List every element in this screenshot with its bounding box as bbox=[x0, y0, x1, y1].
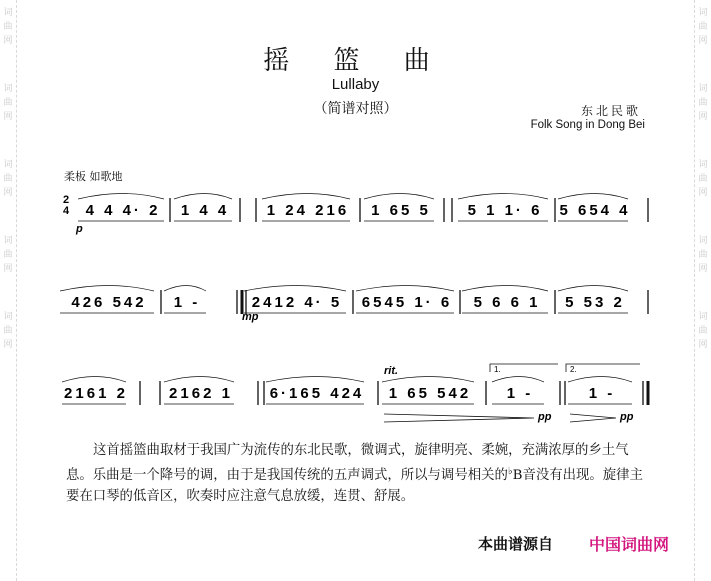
measure-notes: 6·165 424 bbox=[269, 385, 365, 402]
flat-symbol: ♭ bbox=[507, 466, 513, 477]
measure-notes: 1 4 4 bbox=[180, 202, 230, 219]
measure-notes: 1 24 216 bbox=[266, 202, 350, 219]
watermark-char: 词 bbox=[698, 8, 708, 18]
measure-notes: 2412 4· 5 bbox=[251, 294, 343, 311]
volta-bracket bbox=[566, 364, 640, 372]
measure-notes: 1 65 5 bbox=[371, 202, 431, 219]
slur-arc bbox=[164, 286, 206, 292]
slur-arc bbox=[458, 194, 548, 200]
measure-notes: 6545 1· 6 bbox=[361, 294, 453, 311]
measure-notes: 5 654 4 bbox=[559, 202, 631, 219]
slur-arc bbox=[262, 194, 350, 200]
measure-notes: 5 1 1· 6 bbox=[467, 202, 543, 219]
watermark-char: 词 bbox=[3, 8, 13, 18]
watermark-char: 网 bbox=[698, 36, 708, 46]
watermark-char: 曲 bbox=[3, 22, 13, 32]
watermark-char: 词 bbox=[3, 84, 13, 94]
slur-arc bbox=[60, 286, 154, 292]
slur-arc bbox=[492, 377, 544, 383]
time-signature-bottom: 4 bbox=[63, 205, 70, 217]
watermark-char: 网 bbox=[698, 264, 708, 274]
dynamic-mark: pp bbox=[620, 411, 634, 423]
measure-notes: 1 - bbox=[588, 385, 616, 402]
watermark-char: 网 bbox=[3, 340, 13, 350]
watermark-char: 曲 bbox=[698, 326, 708, 336]
description-text-b: B音没有出现。旋律主要在口琴的低音区，吹奏时应注意气息放缓，连贯、舒展。 bbox=[66, 468, 643, 504]
watermark-char: 网 bbox=[698, 112, 708, 122]
decrescendo-hairpin bbox=[384, 414, 534, 422]
ending-label: 1. bbox=[494, 365, 501, 374]
dynamic-mark: p bbox=[76, 223, 83, 235]
watermark-char: 曲 bbox=[698, 22, 708, 32]
slur-arc bbox=[568, 377, 632, 383]
origin-chinese: 东北民歌 bbox=[580, 104, 641, 118]
watermark-char: 曲 bbox=[3, 250, 13, 260]
site-name-link[interactable]: 中国词曲网 bbox=[589, 535, 670, 554]
watermark-char: 词 bbox=[698, 236, 708, 246]
watermark-char: 网 bbox=[698, 340, 708, 350]
measure-notes: 1 65 542 bbox=[388, 385, 472, 402]
measure-notes: 1 - bbox=[506, 385, 534, 402]
dynamic-mark: pp bbox=[538, 411, 552, 423]
measure-notes: 5 6 6 1 bbox=[473, 294, 541, 311]
tempo-marking: 柔板 如歌地 bbox=[64, 170, 123, 183]
watermark-char: 词 bbox=[3, 160, 13, 170]
watermark-char: 词 bbox=[3, 236, 13, 246]
slur-arc bbox=[356, 286, 454, 292]
description-paragraph bbox=[66, 440, 646, 507]
measure-notes: 2161 2 bbox=[64, 385, 128, 402]
slur-arc bbox=[78, 194, 164, 200]
description-text-a: 这首摇篮曲取材于我国广为流传的东北民歌，微调式，旋律明亮、柔婉，充满浓厚的乡土气息。乐曲是一个降号的调，由于是我国传统的五声调式，所以与调号相关的 bbox=[66, 443, 629, 483]
watermark-char: 曲 bbox=[3, 326, 13, 336]
measure-notes: 2162 1 bbox=[169, 385, 233, 402]
slur-arc bbox=[174, 194, 232, 200]
slur-arc bbox=[382, 377, 474, 383]
watermark-char: 网 bbox=[698, 188, 708, 198]
watermark-char: 网 bbox=[3, 112, 13, 122]
english-title: Lullaby bbox=[331, 76, 380, 93]
slur-arc bbox=[266, 377, 364, 383]
measure-notes: 4 4 4· 2 bbox=[85, 202, 161, 219]
watermark-char: 网 bbox=[3, 36, 13, 46]
watermark-char: 词 bbox=[698, 312, 708, 322]
notation-type-label: （简谱对照） bbox=[313, 101, 398, 117]
song-title: 摇 篮 曲 bbox=[263, 46, 448, 76]
note-rows bbox=[60, 194, 632, 405]
ending-label: 2. bbox=[570, 365, 577, 374]
slur-arc bbox=[62, 377, 126, 383]
slur-arc bbox=[364, 194, 434, 200]
watermark-char: 网 bbox=[3, 264, 13, 274]
slur-arc bbox=[244, 286, 346, 292]
slur-arc bbox=[558, 194, 628, 200]
measure-notes: 1 - bbox=[173, 294, 201, 311]
dynamic-mark: mp bbox=[242, 311, 259, 323]
watermark-char: 曲 bbox=[698, 174, 708, 184]
source-label: 本曲谱源自 bbox=[478, 535, 554, 553]
watermark-char: 曲 bbox=[698, 98, 708, 108]
measure-notes: 426 542 bbox=[71, 294, 147, 311]
time-signature-top: 2 bbox=[63, 194, 70, 206]
slur-arc bbox=[462, 286, 548, 292]
decrescendo-hairpin bbox=[570, 414, 616, 422]
watermark-char: 曲 bbox=[3, 98, 13, 108]
origin-english: Folk Song in Dong Bei bbox=[530, 119, 645, 131]
watermark-char: 词 bbox=[698, 84, 708, 94]
slur-arc bbox=[164, 377, 234, 383]
measure-notes: 5 53 2 bbox=[565, 294, 625, 311]
watermark-char: 词 bbox=[698, 160, 708, 170]
watermark-char: 网 bbox=[3, 188, 13, 198]
dynamic-mark: rit. bbox=[384, 365, 399, 377]
watermark-char: 曲 bbox=[698, 250, 708, 260]
slur-arc bbox=[558, 286, 628, 292]
watermark-char: 词 bbox=[3, 312, 13, 322]
watermark-char: 曲 bbox=[3, 174, 13, 184]
